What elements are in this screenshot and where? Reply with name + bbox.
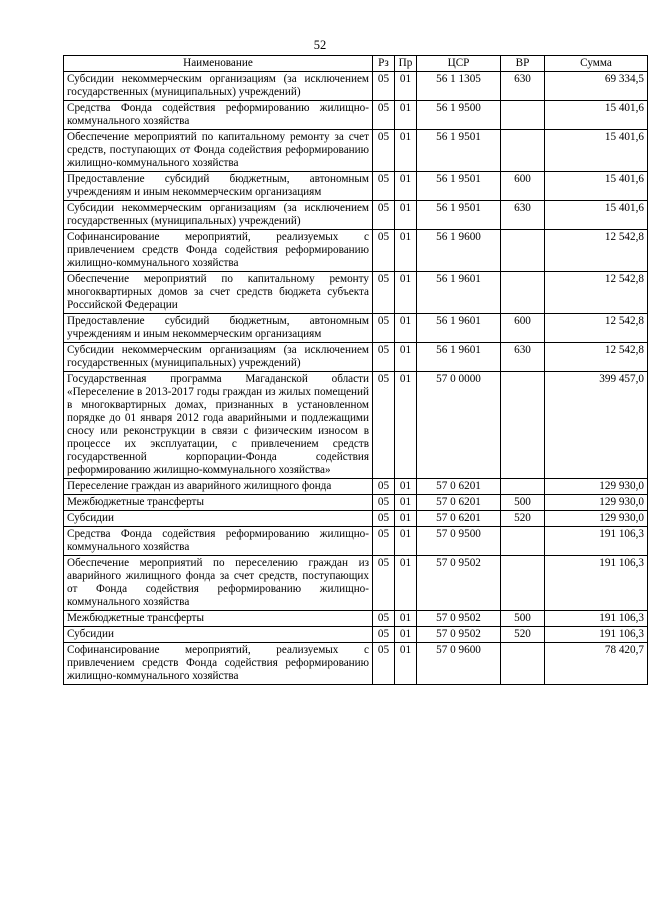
cell-rz: 05 — [373, 172, 395, 201]
cell-sum: 15 401,6 — [545, 172, 648, 201]
cell-pr: 01 — [395, 511, 417, 527]
table-row — [64, 343, 648, 372]
cell-pr: 01 — [395, 556, 417, 611]
cell-pr: 01 — [395, 172, 417, 201]
cell-csr: 57 0 0000 — [417, 372, 501, 479]
cell-rz: 05 — [373, 611, 395, 627]
cell-rz: 05 — [373, 495, 395, 511]
cell-pr: 01 — [395, 230, 417, 272]
cell-vr: 520 — [501, 511, 545, 527]
cell-vr — [501, 556, 545, 611]
cell-csr: 57 0 9600 — [417, 643, 501, 685]
cell-pr: 01 — [395, 130, 417, 172]
cell-sum: 78 420,7 — [545, 643, 648, 685]
cell-sum: 191 106,3 — [545, 611, 648, 627]
cell-sum: 129 930,0 — [545, 511, 648, 527]
cell-rz: 05 — [373, 627, 395, 643]
table-row — [64, 495, 648, 511]
cell-name: Обеспечение мероприятий по переселению граждан из аварийного жилищного фонда за счет средств, поступающих от Фонда содействия реформированию жилищно-коммунального хозяйства — [64, 556, 373, 611]
cell-csr: 56 1 9601 — [417, 272, 501, 314]
cell-sum: 399 457,0 — [545, 372, 648, 479]
cell-pr: 01 — [395, 101, 417, 130]
cell-vr — [501, 130, 545, 172]
cell-name: Субсидии некоммерческим организациям (за исключением государственных (муниципальных) учреждений) — [64, 201, 373, 230]
cell-name: Предоставление субсидий бюджетным, автономным учреждениям и иным некоммерческим организациям — [64, 172, 373, 201]
cell-vr: 630 — [501, 72, 545, 101]
cell-sum: 15 401,6 — [545, 130, 648, 172]
cell-sum: 129 930,0 — [545, 479, 648, 495]
cell-sum: 129 930,0 — [545, 495, 648, 511]
table-row — [64, 72, 648, 101]
cell-name: Предоставление субсидий бюджетным, автономным учреждениям и иным некоммерческим организациям — [64, 314, 373, 343]
cell-csr: 56 1 9601 — [417, 314, 501, 343]
cell-pr: 01 — [395, 527, 417, 556]
cell-pr: 01 — [395, 201, 417, 230]
cell-pr: 01 — [395, 72, 417, 101]
cell-csr: 56 1 9501 — [417, 172, 501, 201]
cell-name: Субсидии некоммерческим организациям (за исключением государственных (муниципальных) учреждений) — [64, 343, 373, 372]
table-row — [64, 511, 648, 527]
cell-rz: 05 — [373, 230, 395, 272]
cell-rz: 05 — [373, 643, 395, 685]
table-row — [64, 314, 648, 343]
cell-pr: 01 — [395, 372, 417, 479]
table-row — [64, 527, 648, 556]
column-header-sum: Сумма — [545, 56, 648, 72]
cell-vr — [501, 479, 545, 495]
cell-pr: 01 — [395, 495, 417, 511]
cell-vr: 500 — [501, 495, 545, 511]
cell-pr: 01 — [395, 611, 417, 627]
table-row — [64, 627, 648, 643]
cell-csr: 56 1 9600 — [417, 230, 501, 272]
cell-sum: 69 334,5 — [545, 72, 648, 101]
column-header-rz: Рз — [373, 56, 395, 72]
column-header-vr: ВР — [501, 56, 545, 72]
table-row — [64, 556, 648, 611]
cell-rz: 05 — [373, 272, 395, 314]
cell-vr: 630 — [501, 343, 545, 372]
cell-csr: 56 1 9601 — [417, 343, 501, 372]
table-row — [64, 230, 648, 272]
cell-rz: 05 — [373, 479, 395, 495]
cell-rz: 05 — [373, 556, 395, 611]
table-row — [64, 611, 648, 627]
cell-sum: 15 401,6 — [545, 201, 648, 230]
cell-rz: 05 — [373, 527, 395, 556]
cell-rz: 05 — [373, 372, 395, 479]
cell-rz: 05 — [373, 72, 395, 101]
cell-name: Средства Фонда содействия реформированию жилищно-коммунального хозяйства — [64, 101, 373, 130]
cell-name: Средства Фонда содействия реформированию жилищно-коммунального хозяйства — [64, 527, 373, 556]
column-header-csr: ЦСР — [417, 56, 501, 72]
budget-table — [63, 55, 648, 685]
cell-pr: 01 — [395, 479, 417, 495]
cell-rz: 05 — [373, 201, 395, 230]
cell-rz: 05 — [373, 130, 395, 172]
cell-vr: 520 — [501, 627, 545, 643]
table-row — [64, 101, 648, 130]
cell-csr: 57 0 6201 — [417, 479, 501, 495]
cell-csr: 57 0 6201 — [417, 511, 501, 527]
cell-vr: 630 — [501, 201, 545, 230]
cell-pr: 01 — [395, 314, 417, 343]
cell-sum: 191 106,3 — [545, 527, 648, 556]
cell-name: Обеспечение мероприятий по капитальному ремонту многоквартирных домов за счет средств бюджета субъекта Российской Федерации — [64, 272, 373, 314]
cell-vr — [501, 643, 545, 685]
cell-vr: 600 — [501, 314, 545, 343]
table-body — [64, 72, 648, 685]
cell-vr — [501, 372, 545, 479]
cell-sum: 12 542,8 — [545, 314, 648, 343]
column-header-name: Наименование — [64, 56, 373, 72]
cell-name: Государственная программа Магаданской области «Переселение в 2013-2017 годы граждан из жилых помещений в многоквартирных домах, признанных в установленном порядке до 01 января 2012 года аварийными и подлежащими сносу или реконструкции в связи с физическим износом в процессе их эксплуатации, с привлечением средств государственной корпорации-Фонда содействия реформированию жилищно-коммунального хозяйства» — [64, 372, 373, 479]
cell-csr: 56 1 1305 — [417, 72, 501, 101]
cell-sum: 191 106,3 — [545, 556, 648, 611]
cell-pr: 01 — [395, 627, 417, 643]
cell-name: Софинансирование мероприятий, реализуемых с привлечением средств Фонда содействия реформированию жилищно-коммунального хозяйства — [64, 230, 373, 272]
cell-rz: 05 — [373, 101, 395, 130]
cell-pr: 01 — [395, 272, 417, 314]
table-header-row — [64, 56, 648, 72]
cell-vr — [501, 272, 545, 314]
cell-sum: 12 542,8 — [545, 230, 648, 272]
cell-name: Обеспечение мероприятий по капитальному ремонту за счет средств, поступающих от Фонда содействия реформированию жилищно-коммунального хозяйства — [64, 130, 373, 172]
table-row — [64, 172, 648, 201]
cell-csr: 57 0 9500 — [417, 527, 501, 556]
cell-vr — [501, 230, 545, 272]
cell-vr: 600 — [501, 172, 545, 201]
cell-sum: 191 106,3 — [545, 627, 648, 643]
cell-vr: 500 — [501, 611, 545, 627]
cell-name: Субсидии — [64, 627, 373, 643]
column-header-pr: Пр — [395, 56, 417, 72]
cell-sum: 12 542,8 — [545, 272, 648, 314]
cell-pr: 01 — [395, 643, 417, 685]
cell-name: Межбюджетные трансферты — [64, 611, 373, 627]
table-row — [64, 130, 648, 172]
cell-csr: 57 0 9502 — [417, 611, 501, 627]
cell-rz: 05 — [373, 314, 395, 343]
table-row — [64, 201, 648, 230]
cell-sum: 12 542,8 — [545, 343, 648, 372]
cell-csr: 56 1 9501 — [417, 201, 501, 230]
cell-rz: 05 — [373, 511, 395, 527]
page-number: 52 — [313, 38, 327, 52]
cell-name: Межбюджетные трансферты — [64, 495, 373, 511]
table-row — [64, 643, 648, 685]
cell-name: Субсидии некоммерческим организациям (за исключением государственных (муниципальных) учреждений) — [64, 72, 373, 101]
table-row — [64, 272, 648, 314]
cell-csr: 57 0 6201 — [417, 495, 501, 511]
table-row — [64, 372, 648, 479]
cell-csr: 57 0 9502 — [417, 627, 501, 643]
cell-csr: 56 1 9500 — [417, 101, 501, 130]
cell-pr: 01 — [395, 343, 417, 372]
cell-vr — [501, 101, 545, 130]
cell-csr: 56 1 9501 — [417, 130, 501, 172]
cell-rz: 05 — [373, 343, 395, 372]
cell-sum: 15 401,6 — [545, 101, 648, 130]
cell-name: Софинансирование мероприятий, реализуемых с привлечением средств Фонда содействия реформированию жилищно-коммунального хозяйства — [64, 643, 373, 685]
cell-name: Переселение граждан из аварийного жилищного фонда — [64, 479, 373, 495]
table-row — [64, 479, 648, 495]
cell-csr: 57 0 9502 — [417, 556, 501, 611]
cell-vr — [501, 527, 545, 556]
cell-name: Субсидии — [64, 511, 373, 527]
